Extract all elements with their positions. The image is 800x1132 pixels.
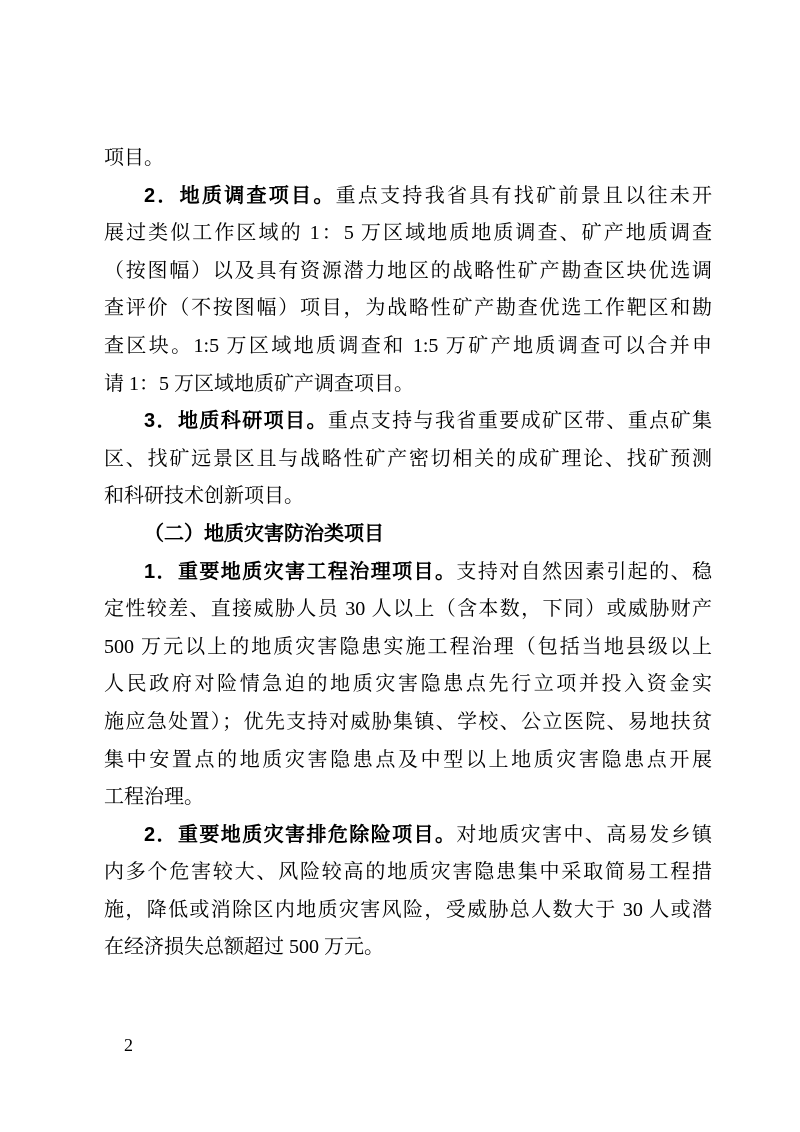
body-text: 在经济损失总额超过 500 万元。 [104,936,384,959]
text-line [104,629,712,667]
para-2-geological-survey-project [104,178,712,404]
page-number: 2 [124,1035,133,1055]
text-line [104,554,712,592]
text-line [104,328,712,366]
text-line [104,253,712,291]
heading-section-two-disaster-prevention [104,516,712,554]
body-text: 对地质灾害中、高易发乡镇 [456,823,713,846]
text-line [104,779,712,817]
text-line [104,366,712,404]
body-text: 重点支持我省具有找矿前景且以往未开 [335,184,713,207]
body-text: 集中安置点的地质灾害隐患点及中型以上地质灾害隐患点开展 [104,748,712,771]
body-text: 项目。 [104,147,164,169]
text-line [104,591,712,629]
text-line [104,742,712,780]
body-text: 查评价（不按图幅）项目，为战略性矿产勘查优选工作靶区和勘 [104,297,712,320]
body-text: 内多个危害较大、风险较高的地质灾害隐患集中采取简易工程措 [104,861,712,884]
text-line [104,290,712,328]
body-text: 支持对自然因素引起的、稳 [456,560,713,583]
text-line [104,178,712,216]
text-line [104,516,712,554]
emphasis-text: 1．重要地质灾害工程治理项目。 [144,560,457,583]
body-text: （按图幅）以及具有资源潜力地区的战略性矿产勘查区块优选调 [104,259,712,282]
text-line [104,929,712,967]
body-text: 查区块。1:5 万区域地质调查和 1:5 万矿产地质调查可以合并申 [104,334,712,357]
body-text: 重点支持与我省重要成矿区带、重点矿集 [327,410,713,433]
text-line [104,892,712,930]
para-1-major-disaster-engineering-treatment [104,554,712,817]
text-line [104,403,712,441]
emphasis-text: （二）地质灾害防治类项目 [144,522,384,545]
text-line [104,215,712,253]
body-text: 区、找矿远景区且与战略性矿产密切相关的成矿理论、找矿预测 [104,447,712,470]
body-text: 工程治理。 [104,786,204,809]
emphasis-text: 2．地质调查项目。 [144,184,336,207]
text-line [104,140,712,178]
text-line [104,704,712,742]
body-text: 施，降低或消除区内地质灾害风险，受威胁总人数大于 30 人或潜 [104,898,712,921]
emphasis-text: 2．重要地质灾害排危除险项目。 [144,823,457,846]
text-line [104,817,712,855]
emphasis-text: 3．地质科研项目。 [144,410,328,433]
body-text: 请 1：5 万区域地质矿产调查项目。 [104,372,414,395]
body-text: 和科研技术创新项目。 [104,485,304,508]
body-text: 500 万元以上的地质灾害隐患实施工程治理（包括当地县级以上 [104,635,712,658]
body-text: 人民政府对险情急迫的地质灾害隐患点先行立项并投入资金实 [104,673,712,696]
para-previous-page-continuation [104,140,712,178]
body-text: 展过类似工作区域的 1：5 万区域地质地质调查、矿产地质调查 [104,222,712,245]
body-text: 施应急处置）；优先支持对威胁集镇、学校、公立医院、易地扶贫 [104,710,712,733]
body-text: 定性较差、直接威胁人员 30 人以上（含本数，下同）或威胁财产 [104,598,712,621]
text-line [104,478,712,516]
document-body [104,140,712,967]
para-2-major-disaster-risk-removal [104,817,712,967]
text-line [104,666,712,704]
text-line [104,441,712,479]
para-3-geological-research-project [104,403,712,516]
text-line [104,854,712,892]
